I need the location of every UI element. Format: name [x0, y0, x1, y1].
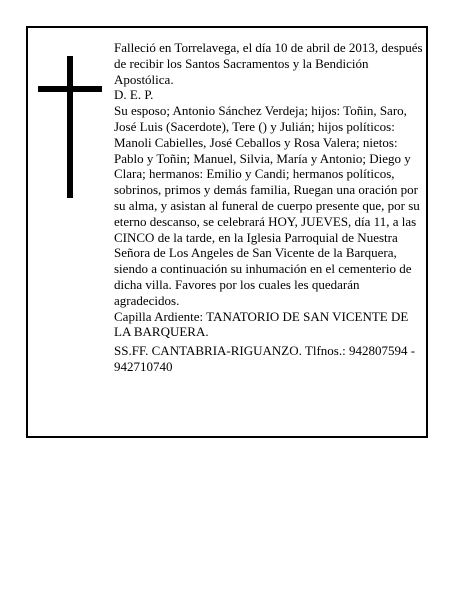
obituary-notice	[26, 26, 428, 438]
obituary-text	[114, 40, 426, 375]
family-and-funeral-details: Su esposo; Antonio Sánchez Verdeja; hijos: Toñin, Saro, José Luis (Sacerdote), Tere () y Julián; hijos políticos: Manoli Cabielles, José Ceballos y Rosa Valera; nietos: Pablo y Toñin; Manuel, Silvia, María y Antonio; Diego y Clara; hermanos: Emilio y Candi; hermanos políticos, sobrinos, primos y demás familia, Ruegan una oración por su alma, y asistan al funeral de cuerpo presente que, por su eterno descanso, se celebrará HOY, JUEVES, día 11, a las CINCO de la tarde, en la Iglesia Parroquial de Nuestra Señora de Los Angeles de San Vicente de la Barquera, siendo a continuación su inhumación en el cementerio de dicha villa. Favores por los cuales les quedarán agradecidos.	[114, 103, 420, 308]
death-announcement: Falleció en Torrelavega, el día 10 de abril de 2013, después de recibir los Santos Sacramentos y la Bendición Apostólica.	[114, 40, 423, 87]
cross-icon	[38, 56, 102, 198]
funeral-home-contact: SS.FF. CANTABRIA-RIGUANZO. Tlfnos.: 942807594 - 942710740	[114, 343, 416, 374]
cross-horizontal-bar	[38, 86, 102, 92]
wake-location: Capilla Ardiente: TANATORIO DE SAN VICENTE DE LA BARQUERA.	[114, 308, 409, 340]
rest-in-peace: D. E. P.	[114, 87, 154, 103]
cross-vertical-bar	[67, 56, 73, 198]
